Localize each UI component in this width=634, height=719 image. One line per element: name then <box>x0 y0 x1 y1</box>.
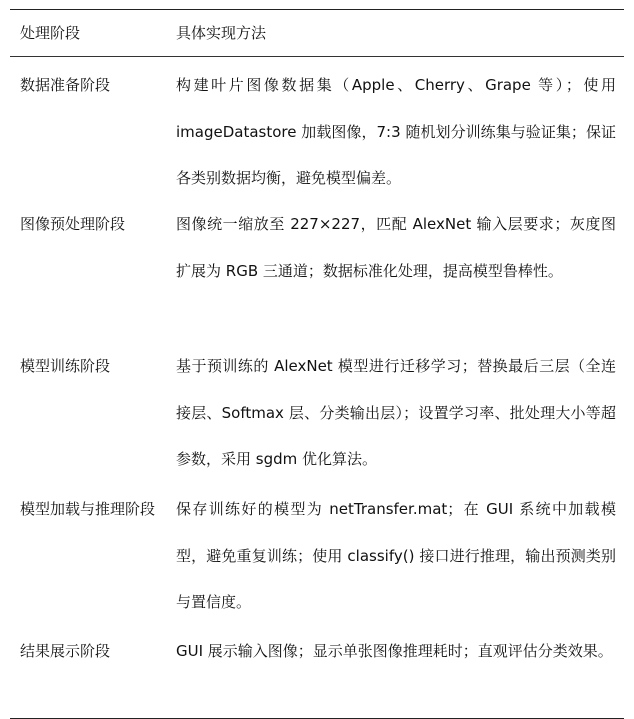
table-row-inference <box>10 481 624 623</box>
stage-cell: 图像预处理阶段 <box>20 215 126 233</box>
table-row-results <box>10 623 624 718</box>
stage-cell: 数据准备阶段 <box>20 76 111 94</box>
method-cell: GUI 展示输入图像；显示单张图像推理耗时；直观评估分类效果。 <box>176 642 613 660</box>
table-header-row <box>10 10 624 57</box>
stage-cell: 模型加载与推理阶段 <box>20 500 156 518</box>
table-row-training <box>10 338 624 481</box>
table-row-data-prep <box>10 57 624 196</box>
method-cell: 图像统一缩放至 227×227，匹配 AlexNet 输入层要求；灰度图扩展为 RGB 三通道；数据标准化处理，提高模型鲁棒性。 <box>176 215 616 280</box>
method-cell: 基于预训练的 AlexNet 模型进行迁移学习；替换最后三层（全连接层、Softmax 层、分类输出层）；设置学习率、批处理大小等超参数，采用 sgdm 优化算法。 <box>176 357 616 468</box>
method-cell: 保存训练好的模型为 netTransfer.mat；在 GUI 系统中加载模型，避免重复训练；使用 classify() 接口进行推理，输出预测类别与置信度。 <box>176 500 616 611</box>
table-row-preprocess <box>10 196 624 338</box>
header-stage: 处理阶段 <box>20 24 81 42</box>
header-method: 具体实现方法 <box>176 24 267 42</box>
stage-cell: 模型训练阶段 <box>20 357 111 375</box>
method-cell: 构建叶片图像数据集（Apple、Cherry、Grape 等）；使用 imageDatastore 加载图像，7:3 随机划分训练集与验证集；保证各类别数据均衡，避免模型偏差。 <box>176 76 616 187</box>
stage-cell: 结果展示阶段 <box>20 642 111 660</box>
stage-method-table <box>10 9 624 719</box>
